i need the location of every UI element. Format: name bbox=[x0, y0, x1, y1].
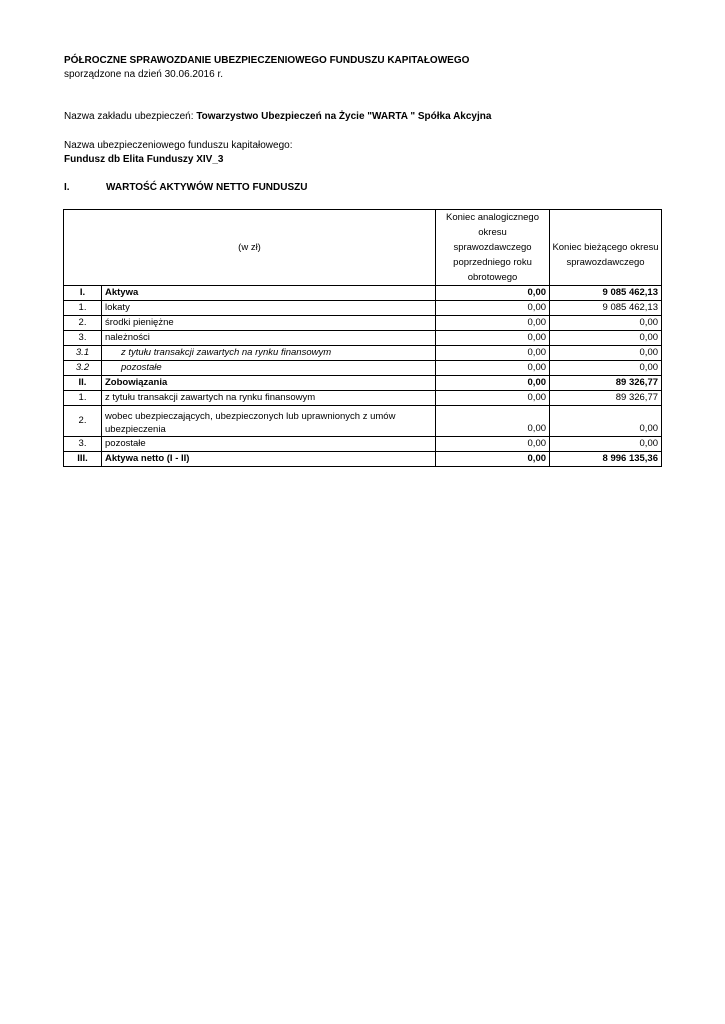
row-curr-value: 89 326,77 bbox=[550, 376, 662, 391]
table-row bbox=[64, 331, 662, 346]
table-row bbox=[64, 316, 662, 331]
row-curr-value: 9 085 462,13 bbox=[550, 301, 662, 316]
row-prev-value: 0,00 bbox=[436, 286, 550, 301]
table-row bbox=[64, 361, 662, 376]
table-row bbox=[64, 301, 662, 316]
row-number: 2. bbox=[64, 406, 102, 437]
prev-period-header: Koniec analogicznego okresu sprawozdawczego poprzedniego roku obrotowego bbox=[436, 210, 550, 286]
report-date: sporządzone na dzień 30.06.2016 r. bbox=[64, 69, 224, 80]
row-number: I. bbox=[64, 286, 102, 301]
row-prev-value: 0,00 bbox=[436, 376, 550, 391]
table-header-row bbox=[64, 210, 662, 286]
row-label: Aktywa bbox=[102, 286, 436, 301]
row-prev-value: 0,00 bbox=[436, 346, 550, 361]
fund-label: Nazwa ubezpieczeniowego funduszu kapitałowego: bbox=[64, 140, 293, 151]
row-curr-value: 8 996 135,36 bbox=[550, 452, 662, 467]
row-label: z tytułu transakcji zawartych na rynku finansowym bbox=[102, 346, 436, 361]
table-row bbox=[64, 346, 662, 361]
report-title: PÓŁROCZNE SPRAWOZDANIE UBEZPIECZENIOWEGO FUNDUSZU KAPITAŁOWEGO bbox=[64, 55, 470, 66]
row-prev-value: 0,00 bbox=[436, 391, 550, 406]
row-number: 1. bbox=[64, 391, 102, 406]
table-row bbox=[64, 406, 662, 437]
row-prev-value: 0,00 bbox=[436, 301, 550, 316]
row-curr-value: 89 326,77 bbox=[550, 391, 662, 406]
row-prev-value: 0,00 bbox=[436, 316, 550, 331]
row-curr-value: 0,00 bbox=[550, 406, 662, 437]
row-number: II. bbox=[64, 376, 102, 391]
row-label: lokaty bbox=[102, 301, 436, 316]
unit-header: (w zł) bbox=[64, 210, 436, 286]
table-row bbox=[64, 437, 662, 452]
net-assets-table bbox=[63, 209, 662, 467]
row-label: wobec ubezpieczających, ubezpieczonych lub uprawnionych z umów ubezpieczenia bbox=[102, 406, 436, 437]
row-curr-value: 0,00 bbox=[550, 331, 662, 346]
row-curr-value: 0,00 bbox=[550, 346, 662, 361]
row-number: 1. bbox=[64, 301, 102, 316]
row-label: pozostałe bbox=[102, 361, 436, 376]
row-number: 3.2 bbox=[64, 361, 102, 376]
insurer-line bbox=[64, 111, 491, 122]
table-row bbox=[64, 286, 662, 301]
row-label: pozostałe bbox=[102, 437, 436, 452]
table-row bbox=[64, 452, 662, 467]
row-number: 2. bbox=[64, 316, 102, 331]
fund-name: Fundusz db Elita Funduszy XIV_3 bbox=[64, 154, 224, 165]
row-curr-value: 0,00 bbox=[550, 361, 662, 376]
row-number: 3. bbox=[64, 437, 102, 452]
row-prev-value: 0,00 bbox=[436, 452, 550, 467]
table-row bbox=[64, 376, 662, 391]
row-curr-value: 0,00 bbox=[550, 316, 662, 331]
row-number: III. bbox=[64, 452, 102, 467]
row-number: 3. bbox=[64, 331, 102, 346]
section-number: I. bbox=[64, 182, 70, 193]
row-curr-value: 9 085 462,13 bbox=[550, 286, 662, 301]
row-prev-value: 0,00 bbox=[436, 331, 550, 346]
row-prev-value: 0,00 bbox=[436, 361, 550, 376]
row-label: środki pieniężne bbox=[102, 316, 436, 331]
row-label: Zobowiązania bbox=[102, 376, 436, 391]
row-prev-value: 0,00 bbox=[436, 406, 550, 437]
table-row bbox=[64, 391, 662, 406]
curr-period-header: Koniec bieżącego okresu sprawozdawczego bbox=[550, 210, 662, 286]
row-curr-value: 0,00 bbox=[550, 437, 662, 452]
row-prev-value: 0,00 bbox=[436, 437, 550, 452]
insurer-name: Towarzystwo Ubezpieczeń na Życie "WARTA " Spółka Akcyjna bbox=[196, 111, 492, 122]
row-number: 3.1 bbox=[64, 346, 102, 361]
section-title: WARTOŚĆ AKTYWÓW NETTO FUNDUSZU bbox=[106, 182, 308, 193]
insurer-label: Nazwa zakładu ubezpieczeń: bbox=[64, 111, 197, 122]
row-label: Aktywa netto (I - II) bbox=[102, 452, 436, 467]
row-label: należności bbox=[102, 331, 436, 346]
row-label: z tytułu transakcji zawartych na rynku finansowym bbox=[102, 391, 436, 406]
